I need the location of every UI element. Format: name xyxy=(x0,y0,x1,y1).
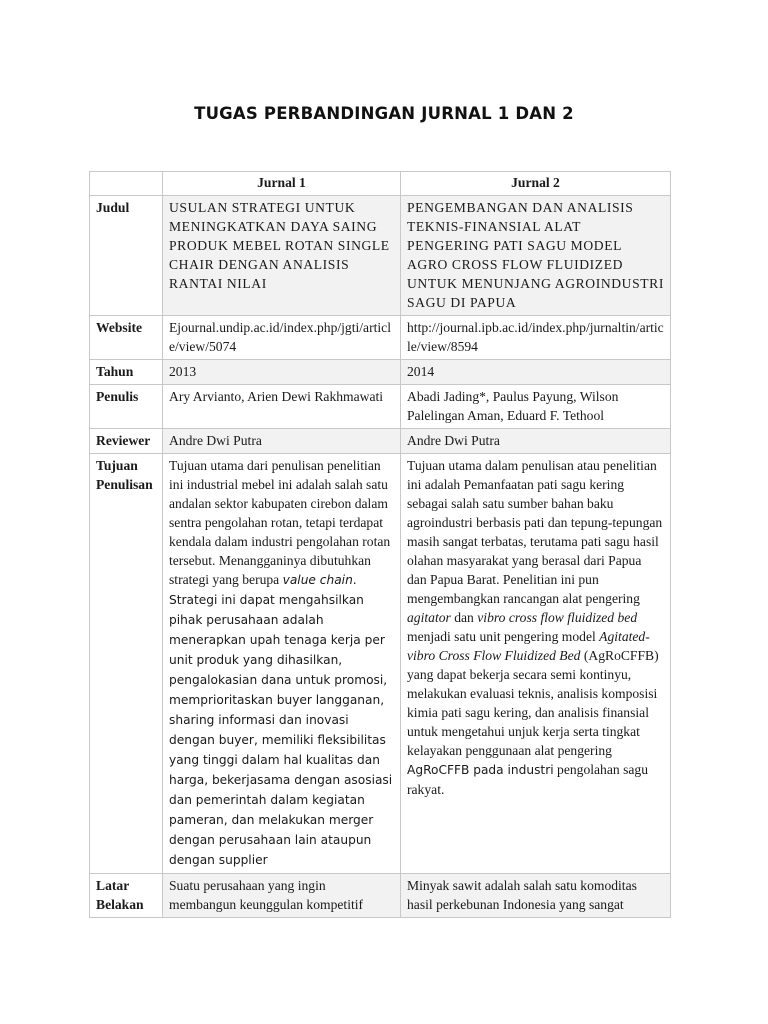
tahun-jurnal-1: 2013 xyxy=(163,360,401,385)
tahun-jurnal-2: 2014 xyxy=(401,360,671,385)
header-empty-cell xyxy=(90,172,163,196)
latar-jurnal-1: Suatu perusahaan yang ingin membangun keunggulan kompetitif xyxy=(163,874,401,918)
tujuan-j2-italic-1: agitator xyxy=(407,610,451,625)
tujuan-j2-text-5: AgRoCFFB pada industri xyxy=(407,763,554,777)
table-row xyxy=(90,874,671,918)
tujuan-j1-period: . xyxy=(352,573,357,587)
table-row xyxy=(90,316,671,360)
website-jurnal-2: http://journal.ipb.ac.id/index.php/jurnaltin/article/view/8594 xyxy=(401,316,671,360)
table-row xyxy=(90,454,671,874)
tujuan-j2-text-1: Tujuan utama dalam penulisan atau penelitian ini adalah Pemanfaatan pati sagu kering sebagai salah satu sumber bahan baku agroindustri berbasis pati dan tepung-tepungan masih sangat terbatas, terutama pati sagu hasil olahan masyarakat yang berasal dari Papua dan Papua Barat. Penelitian ini pun mengembangkan rancangan alat pengering xyxy=(407,458,663,606)
row-label-judul: Judul xyxy=(90,196,163,316)
reviewer-jurnal-1: Andre Dwi Putra xyxy=(163,429,401,454)
row-label-tahun: Tahun xyxy=(90,360,163,385)
tujuan-j2-text-2: dan xyxy=(454,610,474,625)
row-label-latar: Latar Belakan xyxy=(90,874,163,918)
row-label-website: Website xyxy=(90,316,163,360)
tujuan-j1-text-2: Strategi ini dapat mengahsilkan pihak perusahaan adalah menerapkan upah tenaga kerja per unit produk yang dihasilkan, pengalokasian dana untuk promosi, memprioritaskan buyer langganan, sharing informasi dan inovasi dengan buyer, memiliki fleksibilitas yang tinggi dalam hal kualitas dan harga, bekerjasama dengan asosiasi dan pemerintah dalam kegiatan pameran, dan melakukan merger dengan perusahaan lain ataupun dengan supplier xyxy=(169,593,393,867)
judul-jurnal-1: USULAN STRATEGI UNTUK MENINGKATKAN DAYA SAING PRODUK MEBEL ROTAN SINGLE CHAIR DENGAN ANALISIS RANTAI NILAI xyxy=(163,196,401,316)
document-title: TUGAS PERBANDINGAN JURNAL 1 DAN 2 xyxy=(194,104,574,123)
tujuan-j2-text-3: menjadi satu unit pengering model xyxy=(407,629,596,644)
table-header-row xyxy=(90,172,671,196)
header-jurnal-1: Jurnal 1 xyxy=(163,172,401,196)
tujuan-j2-italic-2: vibro cross flow fluidized bed xyxy=(477,610,638,625)
website-jurnal-1: Ejournal.undip.ac.id/index.php/jgti/article/view/5074 xyxy=(163,316,401,360)
penulis-jurnal-2: Abadi Jading*, Paulus Payung, Wilson Palelingan Aman, Eduard F. Tethool xyxy=(401,385,671,429)
header-jurnal-2: Jurnal 2 xyxy=(401,172,671,196)
tujuan-j2-text-6: pengolahan sagu rakyat. xyxy=(407,762,648,797)
reviewer-jurnal-2: Andre Dwi Putra xyxy=(401,429,671,454)
row-label-penulis: Penulis xyxy=(90,385,163,429)
penulis-jurnal-1: Ary Arvianto, Arien Dewi Rakhmawati xyxy=(163,385,401,429)
tujuan-jurnal-1 xyxy=(163,454,401,874)
tujuan-j2-italic-3: Agitated-vibro Cross Flow Fluidized Bed xyxy=(407,629,650,663)
comparison-table xyxy=(89,171,671,918)
tujuan-j1-text-1: Tujuan utama dari penulisan penelitian ini industrial mebel ini adalah salah satu andalan sektor kabupaten cirebon dalam sentra pengolahan rotan, tetapi terdapat kendala dalam industri pengolahan rotan tersebut. Menangganinya dibutuhkan strategi yang berupa xyxy=(169,458,391,587)
table-row xyxy=(90,196,671,316)
table-row xyxy=(90,429,671,454)
row-label-tujuan: Tujuan Penulisan xyxy=(90,454,163,874)
table-row xyxy=(90,385,671,429)
tujuan-jurnal-2 xyxy=(401,454,671,874)
tujuan-j2-text-4: (AgRoCFFB) yang dapat bekerja secara semi kontinyu, melakukan evaluasi teknis, analisis komposisi kimia pati sagu kering, dan analisis finansial untuk mengetahui unjuk kerja serta tingkat kelayakan penggunaan alat pengering xyxy=(407,648,659,758)
row-label-reviewer: Reviewer xyxy=(90,429,163,454)
tujuan-j1-italic-term: value chain xyxy=(282,573,353,587)
judul-jurnal-2: PENGEMBANGAN DAN ANALISIS TEKNIS-FINANSIAL ALAT PENGERING PATI SAGU MODEL AGRO CROSS FLOW FLUIDIZED UNTUK MENUNJANG AGROINDUSTRI SAGU DI PAPUA xyxy=(401,196,671,316)
table-row xyxy=(90,360,671,385)
latar-jurnal-2: Minyak sawit adalah salah satu komoditas hasil perkebunan Indonesia yang sangat xyxy=(401,874,671,918)
